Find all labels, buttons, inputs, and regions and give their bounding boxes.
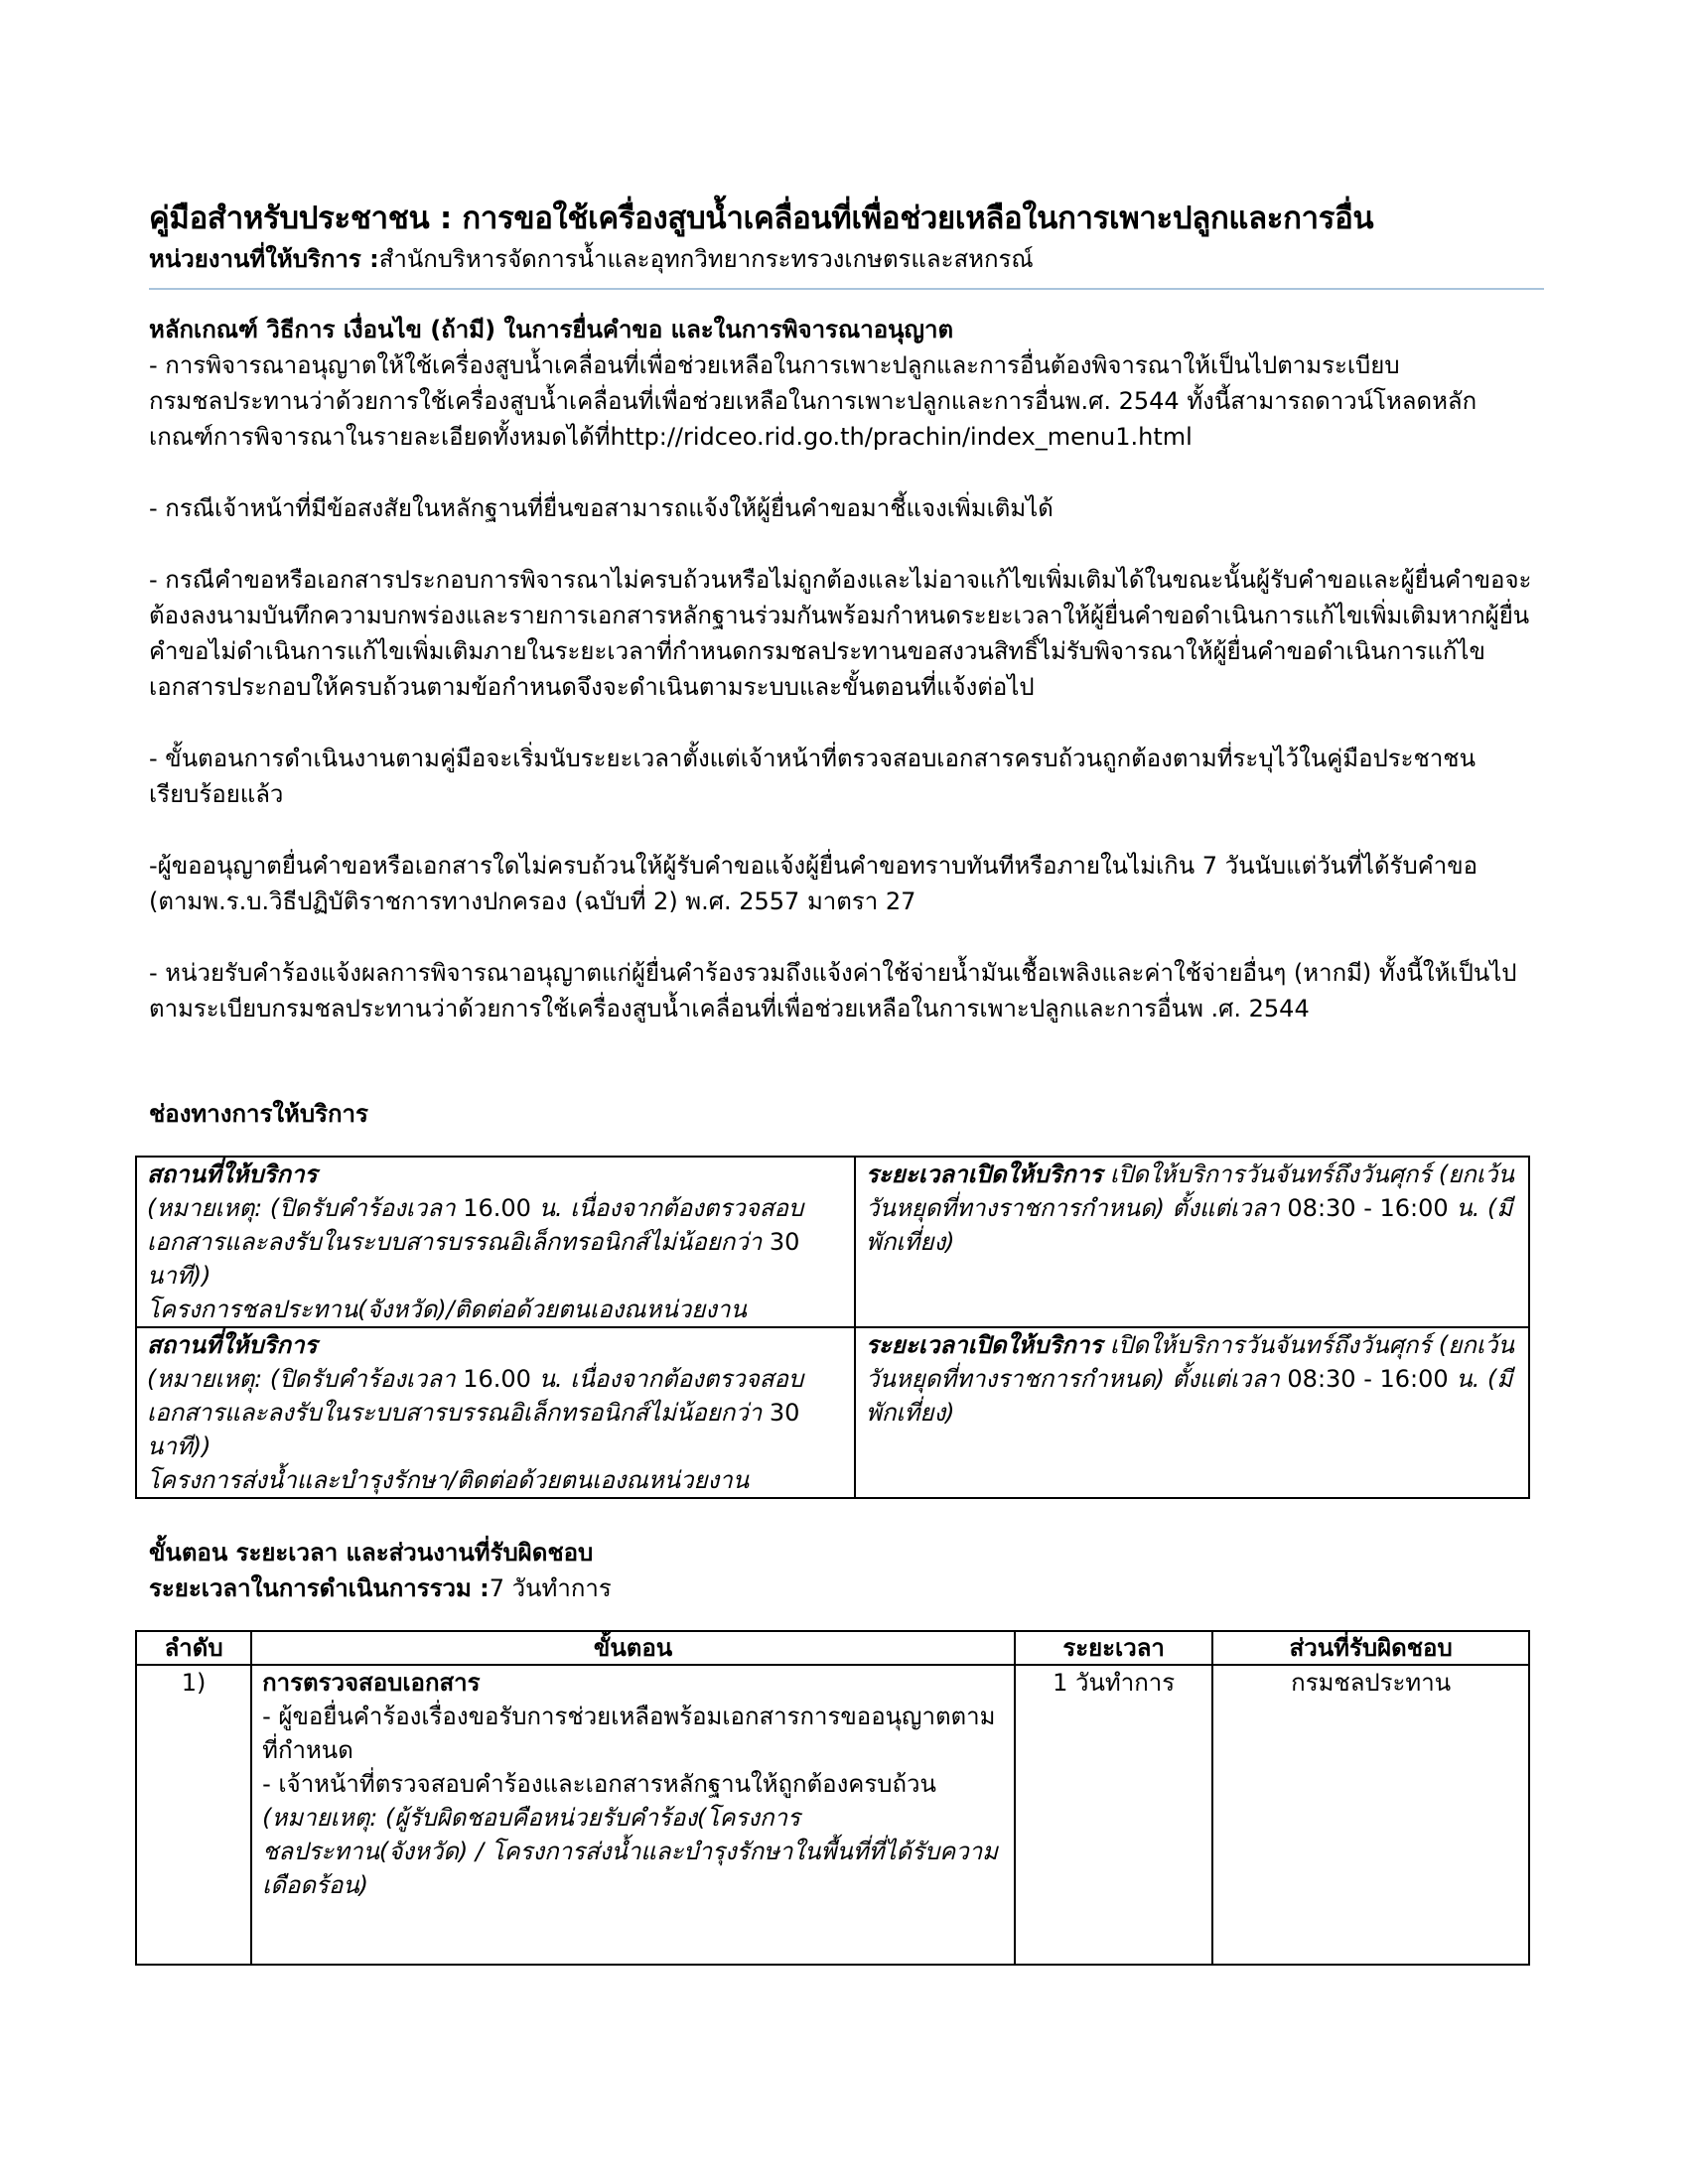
service-place-value: โครงการชลประทาน(จังหวัด)/ติดต่อด้วยตนเองณหน่วยงาน xyxy=(147,1296,747,1323)
criteria-paragraph: - กรณีคำขอหรือเอกสารประกอบการพิจารณาไม่ครบถ้วนหรือไม่ถูกต้องและไม่อาจแก้ไขเพิ่มเติมได้ในขณะนั้นผู้รับคำขอและผู้ยื่นคำขอจะต้องลงนามบันทึกความบกพร่องและรายการเอกสารหลักฐานร่วมกันพร้อมกำหนดระยะเวลาให้ผู้ยื่นคำขอดำเนินการแก้ไขเพิ่มเติมหากผู้ยื่นคำขอไม่ดำเนินการแก้ไขเพิ่มเติมภายในระยะเวลาที่กำหนดกรมชลประทานขอสงวนสิทธิ์ไม่รับพิจารณาให้ผู้ยื่นคำขอดำเนินการแก้ไขเอกสารประกอบให้ครบถ้วนตามข้อกำหนดจึงจะดำเนินตามระบบและขั้นตอนที่แจ้งต่อไป xyxy=(149,566,1532,701)
criteria-paragraph: - กรณีเจ้าหน้าที่มีข้อสงสัยในหลักฐานที่ยื่นขอสามารถแจ้งให้ผู้ยื่นคำขอมาชี้แจงเพิ่มเติมได้ xyxy=(149,494,1054,522)
service-place-label: สถานที่ให้บริการ xyxy=(147,1331,318,1359)
steps-table xyxy=(135,1630,1530,1966)
channels-heading: ช่องทางการให้บริการ xyxy=(149,1100,368,1128)
service-hours-label: ระยะเวลาเปิดให้บริการ xyxy=(866,1160,1103,1188)
step-title: การตรวจสอบเอกสาร xyxy=(262,1669,481,1697)
service-place-value: โครงการส่งน้ำและบำรุงรักษา/ติดต่อด้วยตนเองณหน่วยงาน xyxy=(147,1466,750,1494)
column-header-responsible: ส่วนที่รับผิดชอบ xyxy=(1212,1631,1529,1665)
service-place-cell xyxy=(136,1327,855,1498)
total-duration-line xyxy=(149,1570,1539,1606)
step-duration: 1 วันทำการ xyxy=(1015,1665,1212,1965)
criteria-paragraph: -ผู้ขออนุญาตยื่นคำขอหรือเอกสารใดไม่ครบถ้วนให้ผู้รับคำขอแจ้งผู้ยื่นคำขอทราบทันทีหรือภายในไม่เกิน 7 วันนับแต่วันที่ได้รับคำขอ (ตามพ.ร.บ.วิธีปฏิบัติราชการทางปกครอง (ฉบับที่ 2) พ.ศ. 2557 มาตรา 27 xyxy=(149,852,1478,915)
column-header-step: ขั้นตอน xyxy=(251,1631,1015,1665)
step-detail: - ผู้ขอยื่นคำร้องเรื่องขอรับการช่วยเหลือพร้อมเอกสารการขออนุญาตตามที่กำหนด xyxy=(262,1703,996,1764)
agency-line xyxy=(149,242,1539,276)
channel-row xyxy=(136,1157,1529,1327)
total-duration-value: 7 วันทำการ xyxy=(489,1574,612,1602)
criteria-heading: หลักเกณฑ์ วิธีการ เงื่อนไข (ถ้ามี) ในการยื่นคำขอ และในการพิจารณาอนุญาต xyxy=(149,316,954,343)
step-detail: - เจ้าหน้าที่ตรวจสอบคำร้องและเอกสารหลักฐานให้ถูกต้องครบถ้วน xyxy=(262,1770,936,1798)
service-note: น. เนื่องจากต้องตรวจสอบเอกสารและลงรับในระบบสารบรรณอิเล็กทรอนิกส์ไม่น้อยกว่า xyxy=(147,1194,804,1256)
header-divider xyxy=(149,288,1544,290)
steps-heading: ขั้นตอน ระยะเวลา และส่วนงานที่รับผิดชอบ xyxy=(149,1539,594,1567)
step-responsible: กรมชลประทาน xyxy=(1212,1665,1529,1965)
criteria-paragraph: - หน่วยรับคำร้องแจ้งผลการพิจารณาอนุญาตแก่ผู้ยื่นคำร้องรวมถึงแจ้งค่าใช้จ่ายน้ำมันเชื้อเพลิงและค่าใช้จ่ายอื่นๆ (หากมี) ทั้งนี้ให้เป็นไปตามระเบียบกรมชลประทานว่าด้วยการใช้เครื่องสูบน้ำเคลื่อนที่เพื่อช่วยเหลือในการเพาะปลูกและการอื่นพ .ศ. 2544 xyxy=(149,959,1517,1023)
agency-value: สำนักบริหารจัดการน้ำและอุทกวิทยากระทรวงเกษตรและสหกรณ์ xyxy=(378,245,1034,273)
service-hours-time: 08:30 - 16:00 xyxy=(1287,1365,1449,1393)
service-hours-cell xyxy=(855,1327,1529,1498)
service-hours-text: น. (มีพักเที่ยง) xyxy=(866,1194,1513,1256)
column-header-order: ลำดับ xyxy=(136,1631,251,1665)
service-hours-text: น. (มีพักเที่ยง) xyxy=(866,1365,1513,1427)
service-note: (หมายเหตุ: (ปิดรับคำร้องเวลา xyxy=(147,1194,464,1222)
service-note: นาที)) xyxy=(147,1262,211,1290)
service-note: (หมายเหตุ: (ปิดรับคำร้องเวลา xyxy=(147,1365,464,1393)
service-hours-label: ระยะเวลาเปิดให้บริการ xyxy=(866,1331,1103,1359)
page-title: คู่มือสำหรับประชาชน : การขอใช้เครื่องสูบน้ำเคลื่อนที่เพื่อช่วยเหลือในการเพาะปลูกและการอื่น xyxy=(149,201,1374,236)
service-note: นาที)) xyxy=(147,1433,211,1460)
service-note-minutes: 30 xyxy=(769,1228,800,1256)
table-row xyxy=(136,1665,1529,1965)
service-hours-time: 08:30 - 16:00 xyxy=(1287,1194,1449,1222)
service-place-cell xyxy=(136,1157,855,1327)
service-place-label: สถานที่ให้บริการ xyxy=(147,1160,318,1188)
service-hours-text: เปิดให้บริการวันจันทร์ถึงวันศุกร์ (ยกเว้นวันหยุดที่ทางราชการกำหนด) ตั้งแต่เวลา xyxy=(866,1331,1514,1393)
document-page xyxy=(149,199,1539,1966)
service-note-minutes: 30 xyxy=(769,1399,800,1427)
column-header-duration: ระยะเวลา xyxy=(1015,1631,1212,1665)
service-note-time: 16.00 xyxy=(463,1365,531,1393)
criteria-paragraph: - การพิจารณาอนุญาตให้ใช้เครื่องสูบน้ำเคลื่อนที่เพื่อช่วยเหลือในการเพาะปลูกและการอื่นต้องพิจารณาให้เป็นไปตามระเบียบกรมชลประทานว่าด้วยการใช้เครื่องสูบน้ำเคลื่อนที่เพื่อช่วยเหลือในการเพาะปลูกและการอื่นพ.ศ. 2544 ทั้งนี้สามารถดาวน์โหลดหลักเกณฑ์การพิจารณาในรายละเอียดทั้งหมดได้ที่http://ridceo.rid.go.th/prachin/index_menu1.html xyxy=(149,351,1477,451)
criteria-paragraph: - ขั้นตอนการดำเนินงานตามคู่มือจะเริ่มนับระยะเวลาตั้งแต่เจ้าหน้าที่ตรวจสอบเอกสารครบถ้วนถูกต้องตามที่ระบุไว้ในคู่มือประชาชนเรียบร้อยแล้ว xyxy=(149,745,1476,808)
total-duration-label: ระยะเวลาในการดำเนินการรวม : xyxy=(149,1574,490,1602)
channels-table xyxy=(135,1156,1530,1499)
step-description xyxy=(251,1665,1015,1965)
agency-label: หน่วยงานที่ให้บริการ : xyxy=(149,245,379,273)
service-note-time: 16.00 xyxy=(463,1194,531,1222)
step-note: (หมายเหตุ: (ผู้รับผิดชอบคือหน่วยรับคำร้อง(โครงการชลประทาน(จังหวัด) / โครงการส่งน้ำและบำรุงรักษาในพื้นที่ที่ได้รับความเดือดร้อน) xyxy=(262,1804,998,1899)
service-hours-cell xyxy=(855,1157,1529,1327)
steps-header-row xyxy=(136,1631,1529,1665)
step-number: 1) xyxy=(136,1665,251,1965)
service-hours-text: เปิดให้บริการวันจันทร์ถึงวันศุกร์ (ยกเว้นวันหยุดที่ทางราชการกำหนด) ตั้งแต่เวลา xyxy=(866,1160,1514,1222)
channel-row xyxy=(136,1327,1529,1498)
service-note: น. เนื่องจากต้องตรวจสอบเอกสารและลงรับในระบบสารบรรณอิเล็กทรอนิกส์ไม่น้อยกว่า xyxy=(147,1365,804,1427)
